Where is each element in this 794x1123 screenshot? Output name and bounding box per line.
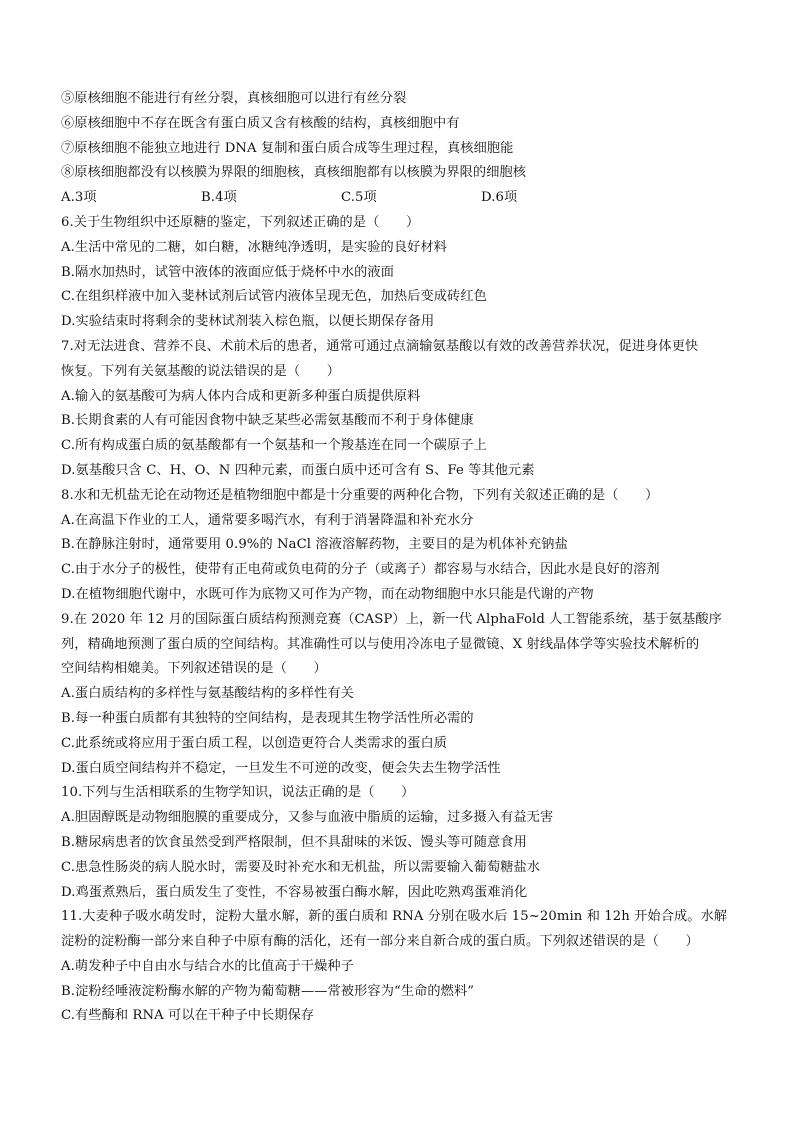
q10-option-a: A.胆固醇既是动物细胞膜的重要成分，又参与血液中脂质的运输，过多摄入有益无害 [61, 810, 554, 826]
q7-stem-2: 恢复。下列有关氨基酸的说法错误的是（ ） [61, 363, 341, 379]
option-b: B.4项 [201, 190, 237, 206]
q8-option-c: C.由于水分子的极性，使带有正电荷或负电荷的分子（或离子）都容易与水结合，因此水是良好的溶剂 [61, 562, 660, 578]
q9-option-b: B.每一种蛋白质都有其独特的空间结构，是表现其生物学活性所必需的 [61, 710, 474, 726]
q10-option-b: B.糖尿病患者的饮食虽然受到严格限制，但不具甜味的米饭、馒头等可随意食用 [61, 834, 527, 850]
q8-stem: 8.水和无机盐无论在动物还是植物细胞中都是十分重要的两种化合物，下列有关叙述正确的是（ ） [61, 487, 659, 503]
q11-option-b: B.淀粉经唾液淀粉酶水解的产物为葡萄糖——常被形容为“生命的燃料” [61, 983, 475, 999]
q11-stem-1: 11.大麦种子吸水萌发时，淀粉大量水解，新的蛋白质和 RNA 分别在吸水后 15~20min 和 12h 开始合成。水解 [61, 909, 728, 925]
q8-option-a: A.在高温下作业的工人，通常要多喝汽水，有利于消暑降温和补充水分 [61, 512, 474, 528]
q9-stem-3: 空间结构相媲美。下列叙述错误的是（ ） [61, 661, 327, 677]
q6-option-b: B.隔水加热时，试管中液体的液面应低于烧杯中水的液面 [61, 264, 394, 280]
q6-stem: 6.关于生物组织中还原糖的鉴定，下列叙述正确的是（ ） [61, 214, 420, 230]
q7-option-b: B.长期食素的人有可能因食物中缺乏某些必需氨基酸而不利于身体健康 [61, 413, 474, 429]
q10-stem: 10.下列与生活相联系的生物学知识，说法正确的是（ ） [61, 785, 415, 801]
q8-option-b: B.在静脉注射时，通常要用 0.9%的 NaCl 溶液溶解药物，主要目的是为机体补充钠盐 [61, 537, 568, 553]
option-d: D.6项 [481, 190, 518, 206]
statement-5: ⑤原核细胞不能进行有丝分裂，真核细胞可以进行有丝分裂 [61, 91, 407, 106]
q11-option-a: A.萌发种子中自由水与结合水的比值高于干燥种子 [61, 958, 354, 974]
q7-option-c: C.所有构成蛋白质的氨基酸都有一个氨基和一个羧基连在同一个碳原子上 [61, 438, 487, 454]
q11-option-c: C.有些酶和 RNA 可以在干种子中长期保存 [61, 1008, 315, 1024]
option-a: A.3项 [61, 190, 97, 206]
exam-page [61, 87, 741, 1029]
option-c: C.5项 [341, 190, 377, 206]
q9-option-d: D.蛋白质空间结构并不稳定，一旦发生不可逆的改变，便会失去生物学活性 [61, 760, 501, 776]
q9-option-c: C.此系统或将应用于蛋白质工程，以创造更符合人类需求的蛋白质 [61, 735, 448, 751]
q7-option-a: A.输入的氨基酸可为病人体内合成和更新多种蛋白质提供原料 [61, 388, 421, 404]
q5-options [61, 186, 741, 211]
q6-option-a: A.生活中常见的二糖，如白糖，冰糖纯净透明，是实验的良好材料 [61, 239, 447, 255]
q10-option-d: D.鸡蛋煮熟后，蛋白质发生了变性，不容易被蛋白酶水解，因此吃熟鸡蛋难消化 [61, 884, 528, 900]
statement-8: ⑧原核细胞都没有以核膜为界限的细胞核，真核细胞都有以核膜为界限的细胞核 [61, 165, 527, 181]
q11-stem-2: 淀粉的淀粉酶一部分来自种子中原有酶的活化，还有一部分来自新合成的蛋白质。下列叙述错误的是（ ） [61, 934, 699, 950]
q9-stem-2: 列，精确地预测了蛋白质的空间结构。其准确性可以与使用冷冻电子显微镜、X 射线晶体学等实验技术解析的 [61, 636, 700, 652]
q9-option-a: A.蛋白质结构的多样性与氨基酸结构的多样性有关 [61, 686, 354, 702]
statement-6: ⑥原核细胞中不存在既含有蛋白质又含有核酸的结构，真核细胞中有 [61, 115, 460, 131]
statement-7: ⑦原核细胞不能独立地进行 DNA 复制和蛋白质合成等生理过程，真核细胞能 [61, 140, 514, 156]
q6-option-c: C.在组织样液中加入斐林试剂后试管内液体呈现无色，加热后变成砖红色 [61, 289, 487, 305]
q9-stem-1: 9.在 2020 年 12 月的国际蛋白质结构预测竞赛（CASP）上，新一代 AlphaFold 人工智能系统，基于氨基酸序 [61, 611, 722, 627]
q7-option-d: D.氨基酸只含 C、H、O、N 四种元素，而蛋白质中还可含有 S、Fe 等其他元素 [61, 462, 535, 478]
q6-option-d: D.实验结束时将剩余的斐林试剂装入棕色瓶，以便长期保存备用 [61, 314, 435, 330]
q10-option-c: C.患急性肠炎的病人脱水时，需要及时补充水和无机盐，所以需要输入葡萄糖盐水 [61, 859, 541, 875]
q7-stem-1: 7.对无法进食、营养不良、术前术后的患者，通常可通过点滴输氨基酸以有效的改善营养状况，促进身体更快 [61, 338, 699, 354]
q8-option-d: D.在植物细胞代谢中，水既可作为底物又可作为产物，而在动物细胞中水只能是代谢的产物 [61, 586, 594, 602]
